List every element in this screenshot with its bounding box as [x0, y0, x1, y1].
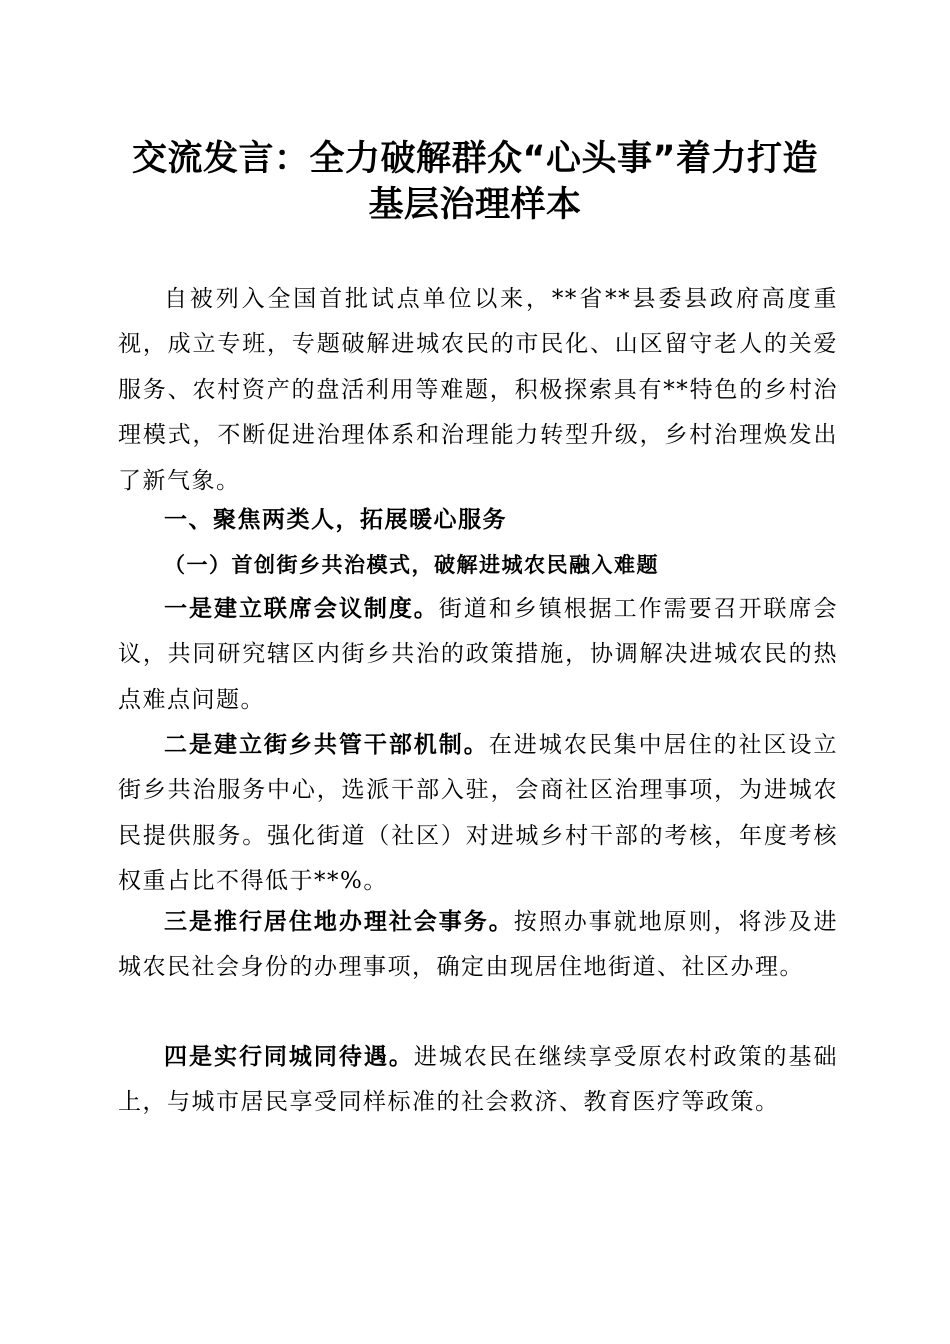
item-text-3: 按照办事就地原则，将涉及进城农民社会身份的办理事项，确定由现居住地街道、社区办理。 [118, 909, 839, 981]
item-text-1: 街道和乡镇根据工作需要召开联席会议，共同研究辖区内街乡共治的政策措施，协调解决进城农民的热点难点问题。 [118, 596, 839, 713]
item-paragraph-3 [118, 900, 838, 991]
section-heading: 一、聚焦两类人，拓展暖心服务 [164, 507, 507, 533]
item-text-4: 进城农民在继续享受原农村政策的基础上，与城市居民享受同样标准的社会救济、教育医疗等政策。 [118, 1044, 839, 1116]
subsection-heading: （一）首创街乡共治模式，破解进城农民融入难题 [164, 552, 659, 577]
intro-paragraph: 自被列入全国首批试点单位以来，**省**县委县政府高度重视，成立专班，专题破解进城农民的市民化、山区留守老人的关爱服务、农村资产的盘活利用等难题，积极探索具有**特色的乡村治理模式，不断促进治理体系和治理能力转型升级，乡村治理焕发出了新气象。 [118, 286, 838, 494]
document-title-line-2: 基层治理样本 [368, 185, 582, 225]
item-text-2: 在进城农民集中居住的社区设立街乡共治服务中心，选派干部入驻，会商社区治理事项，为进城农民提供服务。强化街道（社区）对进城乡村干部的考核，年度考核权重占比不得低于**%。 [118, 732, 839, 895]
item-lead-4: 四是实行同城同待遇。 [164, 1044, 414, 1070]
item-lead-3: 三是推行居住地办理社会事务。 [164, 909, 514, 935]
item-paragraph-4 [118, 1035, 838, 1126]
item-paragraph-1 [118, 587, 838, 723]
item-lead-2: 二是建立街乡共管干部机制。 [164, 732, 489, 758]
item-paragraph-2 [118, 723, 838, 905]
document-title-line-1: 交流发言：全力破解群众“心头事”着力打造 [131, 139, 818, 179]
item-lead-1: 一是建立联席会议制度。 [164, 596, 439, 622]
